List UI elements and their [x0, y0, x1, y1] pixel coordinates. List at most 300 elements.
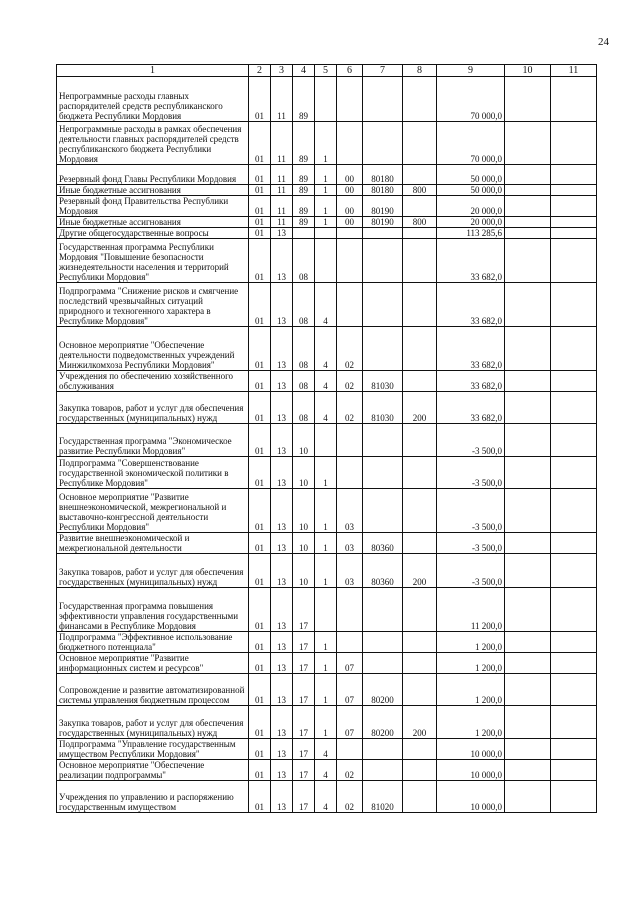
- code-cell: 200: [403, 554, 437, 588]
- code-cell: 89: [293, 217, 315, 228]
- code-cell: 11: [271, 122, 293, 165]
- code-cell: 80190: [363, 196, 403, 217]
- code-cell: 13: [271, 533, 293, 554]
- empty-cell: [551, 739, 597, 760]
- amount-cell: 113 285,6: [437, 228, 505, 239]
- code-cell: 1: [315, 674, 337, 706]
- header-cell: 6: [337, 65, 363, 77]
- empty-cell: [505, 165, 551, 185]
- code-cell: 89: [293, 122, 315, 165]
- code-cell: 1: [315, 217, 337, 228]
- amount-cell: 1 200,0: [437, 674, 505, 706]
- table-row: [57, 77, 597, 122]
- empty-cell: [551, 122, 597, 165]
- code-cell: 08: [293, 239, 315, 283]
- code-cell: 13: [271, 392, 293, 424]
- empty-cell: [505, 457, 551, 489]
- code-cell: 17: [293, 739, 315, 760]
- code-cell: 89: [293, 165, 315, 185]
- code-cell: 13: [271, 632, 293, 653]
- empty-cell: [505, 781, 551, 813]
- code-cell: 17: [293, 674, 315, 706]
- empty-cell: [505, 424, 551, 457]
- code-cell: 80180: [363, 165, 403, 185]
- empty-cell: [551, 185, 597, 196]
- code-cell: [315, 239, 337, 283]
- code-cell: 01: [249, 588, 271, 632]
- code-cell: 03: [337, 554, 363, 588]
- code-cell: 01: [249, 674, 271, 706]
- table-row: [57, 781, 597, 813]
- code-cell: [363, 283, 403, 327]
- code-cell: 02: [337, 781, 363, 813]
- code-cell: [315, 77, 337, 122]
- amount-cell: 1 200,0: [437, 706, 505, 739]
- code-cell: 1: [315, 632, 337, 653]
- code-cell: 01: [249, 706, 271, 739]
- code-cell: [403, 533, 437, 554]
- code-cell: 07: [337, 706, 363, 739]
- code-cell: 13: [271, 489, 293, 533]
- code-cell: 80200: [363, 674, 403, 706]
- code-cell: [337, 77, 363, 122]
- code-cell: 01: [249, 239, 271, 283]
- empty-cell: [505, 489, 551, 533]
- code-cell: 80190: [363, 217, 403, 228]
- table-row: [57, 554, 597, 588]
- row-name-cell: Основное мероприятие "Развитие внешнеэкономической, межрегиональной и выставочно-конгрессной деятельности Республики Мордовия": [57, 489, 249, 533]
- empty-cell: [551, 533, 597, 554]
- code-cell: 11: [271, 217, 293, 228]
- table-row: [57, 653, 597, 674]
- code-cell: 01: [249, 533, 271, 554]
- row-name-cell: Основное мероприятие "Развитие информационных систем и ресурсов": [57, 653, 249, 674]
- empty-cell: [505, 533, 551, 554]
- row-name-cell: Основное мероприятие "Обеспечение деятельности подведомственных учреждений Минжилкомхоза Республики Мордовия": [57, 327, 249, 371]
- row-name-cell: Государственная программа Республики Мордовия "Повышение безопасности жизнедеятельности населения и территорий Республики Мордовия": [57, 239, 249, 283]
- code-cell: 11: [271, 165, 293, 185]
- empty-cell: [551, 760, 597, 781]
- code-cell: 13: [271, 706, 293, 739]
- empty-cell: [505, 122, 551, 165]
- table-header-row: [57, 65, 597, 77]
- code-cell: 200: [403, 706, 437, 739]
- code-cell: 03: [337, 489, 363, 533]
- code-cell: 1: [315, 185, 337, 196]
- amount-cell: 33 682,0: [437, 392, 505, 424]
- code-cell: 81030: [363, 392, 403, 424]
- code-cell: [337, 588, 363, 632]
- code-cell: [363, 228, 403, 239]
- header-cell: 10: [505, 65, 551, 77]
- code-cell: 01: [249, 327, 271, 371]
- code-cell: 01: [249, 371, 271, 392]
- table-row: [57, 196, 597, 217]
- amount-cell: 10 000,0: [437, 781, 505, 813]
- empty-cell: [551, 632, 597, 653]
- row-name-cell: Закупка товаров, работ и услуг для обеспечения государственных (муниципальных) нужд: [57, 392, 249, 424]
- amount-cell: 70 000,0: [437, 77, 505, 122]
- code-cell: 00: [337, 185, 363, 196]
- code-cell: 02: [337, 371, 363, 392]
- code-cell: 13: [271, 674, 293, 706]
- table-row: [57, 392, 597, 424]
- empty-cell: [505, 554, 551, 588]
- code-cell: 13: [271, 371, 293, 392]
- code-cell: 01: [249, 228, 271, 239]
- code-cell: [403, 760, 437, 781]
- code-cell: 80180: [363, 185, 403, 196]
- header-cell: 11: [551, 65, 597, 77]
- amount-cell: 11 200,0: [437, 588, 505, 632]
- code-cell: [363, 760, 403, 781]
- amount-cell: 20 000,0: [437, 217, 505, 228]
- code-cell: 13: [271, 653, 293, 674]
- row-name-cell: Иные бюджетные ассигнования: [57, 217, 249, 228]
- empty-cell: [551, 588, 597, 632]
- code-cell: 89: [293, 185, 315, 196]
- amount-cell: 20 000,0: [437, 196, 505, 217]
- empty-cell: [551, 554, 597, 588]
- amount-cell: -3 500,0: [437, 457, 505, 489]
- code-cell: 13: [271, 327, 293, 371]
- code-cell: [363, 489, 403, 533]
- row-name-cell: Подпрограмма "Эффективное использование бюджетного потенциала": [57, 632, 249, 653]
- table-row: [57, 489, 597, 533]
- row-name-cell: Подпрограмма "Управление государственным имуществом Республики Мордовия": [57, 739, 249, 760]
- code-cell: 17: [293, 760, 315, 781]
- row-name-cell: Резервный фонд Главы Республики Мордовия: [57, 165, 249, 185]
- code-cell: [403, 228, 437, 239]
- code-cell: 4: [315, 371, 337, 392]
- code-cell: 01: [249, 196, 271, 217]
- code-cell: [403, 781, 437, 813]
- code-cell: [363, 327, 403, 371]
- code-cell: 08: [293, 371, 315, 392]
- code-cell: 1: [315, 196, 337, 217]
- code-cell: [403, 122, 437, 165]
- empty-cell: [551, 228, 597, 239]
- code-cell: 13: [271, 228, 293, 239]
- code-cell: 80360: [363, 554, 403, 588]
- code-cell: 01: [249, 77, 271, 122]
- code-cell: 13: [271, 554, 293, 588]
- table-row: [57, 228, 597, 239]
- code-cell: 4: [315, 781, 337, 813]
- table-row: [57, 457, 597, 489]
- code-cell: [363, 424, 403, 457]
- code-cell: [363, 588, 403, 632]
- code-cell: 01: [249, 122, 271, 165]
- code-cell: 01: [249, 392, 271, 424]
- row-name-cell: Резервный фонд Правительства Республики Мордовия: [57, 196, 249, 217]
- code-cell: [315, 588, 337, 632]
- code-cell: [337, 228, 363, 239]
- table-row: [57, 283, 597, 327]
- row-name-cell: Подпрограмма "Снижение рисков и смягчение последствий чрезвычайных ситуаций природного и техногенного характера в Республике Мордовия": [57, 283, 249, 327]
- code-cell: 11: [271, 185, 293, 196]
- code-cell: 01: [249, 632, 271, 653]
- code-cell: 13: [271, 781, 293, 813]
- code-cell: 01: [249, 217, 271, 228]
- code-cell: 13: [271, 457, 293, 489]
- code-cell: 4: [315, 739, 337, 760]
- empty-cell: [551, 77, 597, 122]
- code-cell: [363, 653, 403, 674]
- row-name-cell: Иные бюджетные ассигнования: [57, 185, 249, 196]
- table-row: [57, 424, 597, 457]
- empty-cell: [505, 706, 551, 739]
- header-cell: 5: [315, 65, 337, 77]
- table-row: [57, 706, 597, 739]
- code-cell: [403, 165, 437, 185]
- empty-cell: [551, 781, 597, 813]
- code-cell: 4: [315, 327, 337, 371]
- empty-cell: [505, 739, 551, 760]
- empty-cell: [551, 283, 597, 327]
- row-name-cell: Государственная программа повышения эффективности управления государственными финансами в Республике Мордовия: [57, 588, 249, 632]
- code-cell: [363, 739, 403, 760]
- empty-cell: [505, 239, 551, 283]
- amount-cell: 1 200,0: [437, 653, 505, 674]
- code-cell: 13: [271, 739, 293, 760]
- code-cell: 01: [249, 424, 271, 457]
- amount-cell: -3 500,0: [437, 424, 505, 457]
- empty-cell: [505, 760, 551, 781]
- code-cell: [403, 653, 437, 674]
- code-cell: [403, 588, 437, 632]
- empty-cell: [505, 228, 551, 239]
- code-cell: 1: [315, 554, 337, 588]
- amount-cell: 50 000,0: [437, 185, 505, 196]
- row-name-cell: Другие общегосударственные вопросы: [57, 228, 249, 239]
- code-cell: [337, 283, 363, 327]
- code-cell: 17: [293, 632, 315, 653]
- empty-cell: [505, 327, 551, 371]
- empty-cell: [551, 217, 597, 228]
- empty-cell: [551, 327, 597, 371]
- code-cell: 800: [403, 217, 437, 228]
- empty-cell: [551, 489, 597, 533]
- table-row: [57, 674, 597, 706]
- empty-cell: [505, 588, 551, 632]
- code-cell: 10: [293, 457, 315, 489]
- row-name-cell: Учреждения по обеспечению хозяйственного обслуживания: [57, 371, 249, 392]
- code-cell: 11: [271, 77, 293, 122]
- code-cell: [363, 77, 403, 122]
- code-cell: 02: [337, 327, 363, 371]
- row-name-cell: Закупка товаров, работ и услуг для обеспечения государственных (муниципальных) нужд: [57, 554, 249, 588]
- header-cell: 2: [249, 65, 271, 77]
- empty-cell: [551, 457, 597, 489]
- code-cell: 00: [337, 165, 363, 185]
- code-cell: [403, 196, 437, 217]
- empty-cell: [505, 217, 551, 228]
- code-cell: 08: [293, 392, 315, 424]
- code-cell: [337, 239, 363, 283]
- empty-cell: [505, 283, 551, 327]
- code-cell: 1: [315, 122, 337, 165]
- code-cell: 01: [249, 781, 271, 813]
- table-row: [57, 217, 597, 228]
- code-cell: 4: [315, 283, 337, 327]
- code-cell: [403, 371, 437, 392]
- code-cell: 13: [271, 588, 293, 632]
- code-cell: 01: [249, 653, 271, 674]
- code-cell: 01: [249, 489, 271, 533]
- code-cell: [403, 77, 437, 122]
- code-cell: 17: [293, 781, 315, 813]
- code-cell: 81030: [363, 371, 403, 392]
- empty-cell: [505, 632, 551, 653]
- code-cell: [363, 122, 403, 165]
- empty-cell: [505, 371, 551, 392]
- code-cell: [337, 122, 363, 165]
- code-cell: [315, 424, 337, 457]
- code-cell: [363, 457, 403, 489]
- empty-cell: [505, 392, 551, 424]
- code-cell: 01: [249, 185, 271, 196]
- code-cell: [403, 283, 437, 327]
- code-cell: [337, 632, 363, 653]
- header-cell: 8: [403, 65, 437, 77]
- amount-cell: 10 000,0: [437, 760, 505, 781]
- table-row: [57, 122, 597, 165]
- code-cell: 11: [271, 196, 293, 217]
- row-name-cell: Подпрограмма "Совершенствование государственной экономической политики в Республике Мордовия": [57, 457, 249, 489]
- row-name-cell: Учреждения по управлению и распоряжению государственным имуществом: [57, 781, 249, 813]
- table-row: [57, 588, 597, 632]
- table-row: [57, 632, 597, 653]
- code-cell: 89: [293, 77, 315, 122]
- code-cell: 200: [403, 392, 437, 424]
- amount-cell: -3 500,0: [437, 533, 505, 554]
- budget-table: [56, 64, 597, 813]
- code-cell: [315, 228, 337, 239]
- amount-cell: 50 000,0: [437, 165, 505, 185]
- row-name-cell: Непрограммные расходы главных распорядителей средств республиканского бюджета Республики Мордовия: [57, 77, 249, 122]
- code-cell: 1: [315, 706, 337, 739]
- empty-cell: [505, 674, 551, 706]
- code-cell: 1: [315, 165, 337, 185]
- page-number: 24: [598, 36, 609, 48]
- code-cell: 01: [249, 739, 271, 760]
- empty-cell: [551, 424, 597, 457]
- code-cell: [337, 457, 363, 489]
- amount-cell: 33 682,0: [437, 371, 505, 392]
- table-row: [57, 533, 597, 554]
- table-row: [57, 239, 597, 283]
- code-cell: [403, 674, 437, 706]
- code-cell: 08: [293, 283, 315, 327]
- row-name-cell: Развитие внешнеэкономической и межрегиональной деятельности: [57, 533, 249, 554]
- table-row: [57, 760, 597, 781]
- code-cell: [363, 632, 403, 653]
- amount-cell: -3 500,0: [437, 489, 505, 533]
- code-cell: [403, 489, 437, 533]
- code-cell: [403, 424, 437, 457]
- code-cell: 10: [293, 533, 315, 554]
- code-cell: [403, 327, 437, 371]
- empty-cell: [505, 196, 551, 217]
- row-name-cell: Сопровождение и развитие автоматизированной системы управления бюджетным процессом: [57, 674, 249, 706]
- header-cell: 1: [57, 65, 249, 77]
- code-cell: 13: [271, 424, 293, 457]
- code-cell: 13: [271, 239, 293, 283]
- code-cell: 10: [293, 489, 315, 533]
- code-cell: 13: [271, 283, 293, 327]
- code-cell: 01: [249, 554, 271, 588]
- code-cell: [293, 228, 315, 239]
- code-cell: [403, 457, 437, 489]
- empty-cell: [551, 674, 597, 706]
- table-row: [57, 739, 597, 760]
- amount-cell: -3 500,0: [437, 554, 505, 588]
- empty-cell: [551, 196, 597, 217]
- empty-cell: [551, 392, 597, 424]
- code-cell: 13: [271, 760, 293, 781]
- code-cell: [363, 239, 403, 283]
- code-cell: 800: [403, 185, 437, 196]
- header-cell: 7: [363, 65, 403, 77]
- code-cell: 10: [293, 424, 315, 457]
- table-row: [57, 165, 597, 185]
- code-cell: 4: [315, 392, 337, 424]
- empty-cell: [551, 165, 597, 185]
- code-cell: 02: [337, 760, 363, 781]
- code-cell: 80200: [363, 706, 403, 739]
- code-cell: 1: [315, 533, 337, 554]
- code-cell: 1: [315, 653, 337, 674]
- empty-cell: [551, 653, 597, 674]
- empty-cell: [551, 239, 597, 283]
- empty-cell: [551, 371, 597, 392]
- code-cell: [337, 424, 363, 457]
- code-cell: 01: [249, 457, 271, 489]
- amount-cell: 10 000,0: [437, 739, 505, 760]
- code-cell: 00: [337, 196, 363, 217]
- empty-cell: [505, 653, 551, 674]
- code-cell: 07: [337, 653, 363, 674]
- code-cell: 10: [293, 554, 315, 588]
- header-cell: 3: [271, 65, 293, 77]
- table-row: [57, 371, 597, 392]
- code-cell: 03: [337, 533, 363, 554]
- empty-cell: [505, 77, 551, 122]
- code-cell: 81020: [363, 781, 403, 813]
- code-cell: 80360: [363, 533, 403, 554]
- amount-cell: 70 000,0: [437, 122, 505, 165]
- code-cell: [403, 739, 437, 760]
- code-cell: 08: [293, 327, 315, 371]
- code-cell: 00: [337, 217, 363, 228]
- code-cell: 02: [337, 392, 363, 424]
- code-cell: 89: [293, 196, 315, 217]
- code-cell: 07: [337, 674, 363, 706]
- row-name-cell: Государственная программа "Экономическое развитие Республики Мордовия": [57, 424, 249, 457]
- row-name-cell: Закупка товаров, работ и услуг для обеспечения государственных (муниципальных) нужд: [57, 706, 249, 739]
- code-cell: 01: [249, 283, 271, 327]
- code-cell: 4: [315, 760, 337, 781]
- code-cell: [337, 739, 363, 760]
- amount-cell: 1 200,0: [437, 632, 505, 653]
- empty-cell: [551, 706, 597, 739]
- table-row: [57, 185, 597, 196]
- code-cell: 17: [293, 706, 315, 739]
- row-name-cell: Основное мероприятие "Обеспечение реализации подпрограммы": [57, 760, 249, 781]
- amount-cell: 33 682,0: [437, 327, 505, 371]
- amount-cell: 33 682,0: [437, 283, 505, 327]
